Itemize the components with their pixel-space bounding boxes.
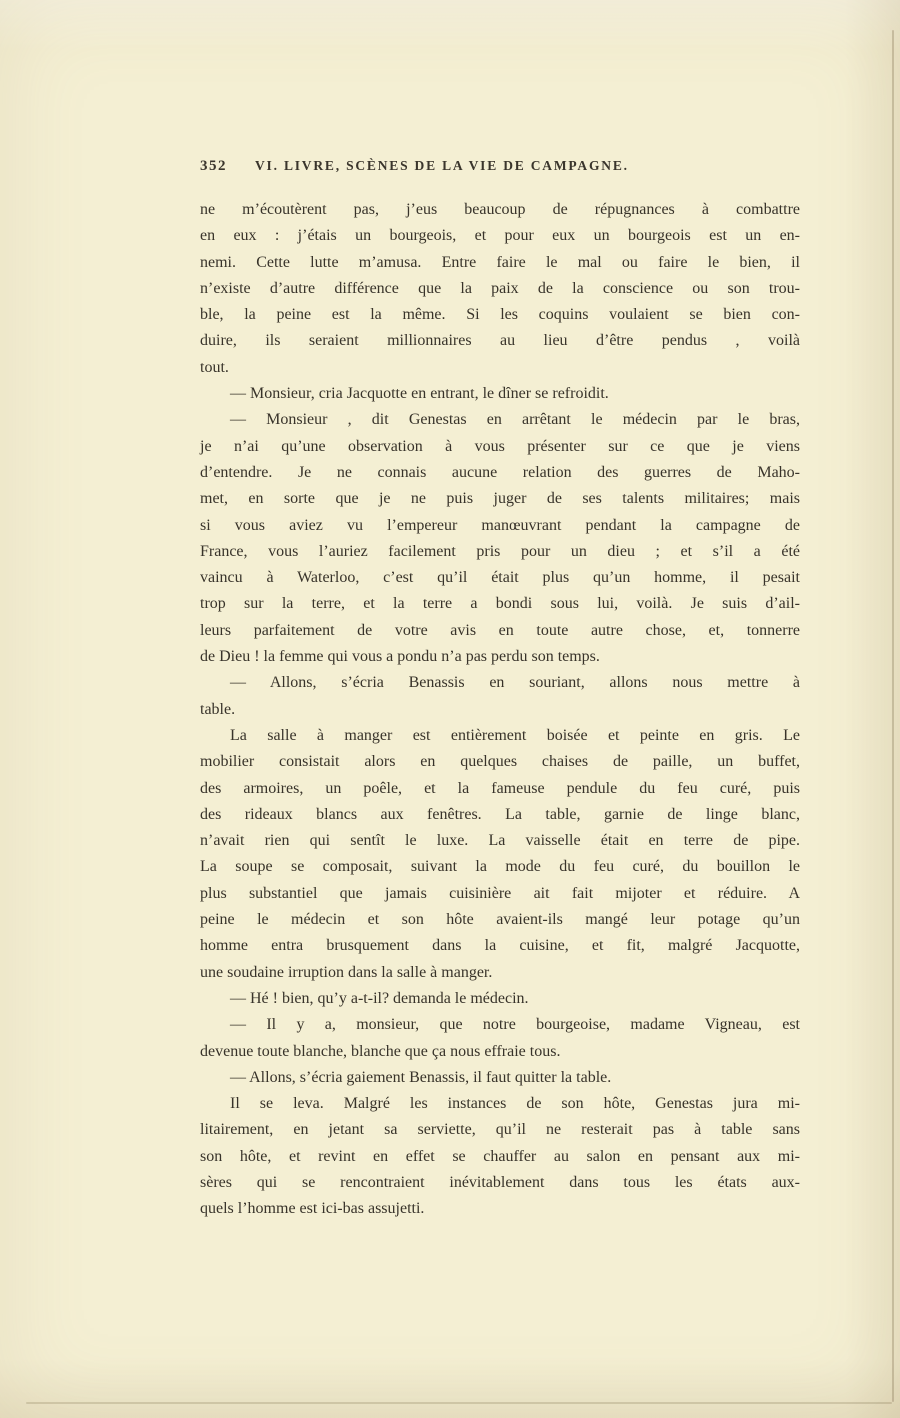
- text-line: trop sur la terre, et la terre a bondi sous lui, voilà. Je suis d’ail-: [200, 595, 800, 613]
- text-line: ble, la peine est la même. Si les coquins voulaient se bien con-: [200, 306, 800, 324]
- text-line: ne m’écoutèrent pas, j’eus beaucoup de répugnances à combattre: [200, 201, 800, 218]
- text-line: vaincu à Waterloo, c’est qu’il était plus qu’un homme, il pesait: [200, 569, 800, 587]
- text-line: — Hé ! bien, qu’y a-t-il? demanda le médecin.: [230, 989, 529, 1007]
- text-line: duire, ils seraient millionnaires au lieu d’être pendus , voilà: [200, 332, 800, 350]
- text-line: quels l’homme est ici-bas assujetti.: [200, 1200, 425, 1218]
- page-header: [200, 158, 800, 175]
- paragraph: [200, 407, 800, 670]
- text-line: leurs parfaitement de votre avis en toute autre chose, et, tonnerre: [200, 621, 800, 639]
- text-line: de Dieu ! la femme qui vous a pondu n’a pas perdu son temps.: [200, 648, 600, 666]
- paragraph: [200, 381, 800, 407]
- text-line: — Monsieur , dit Genestas en arrêtant le médecin par le bras,: [230, 411, 800, 429]
- text-line: — Allons, s’écria Benassis en souriant, allons nous mettre à: [230, 674, 800, 692]
- text-line: France, vous l’auriez facilement pris pour un dieu ; et s’il a été: [200, 542, 800, 560]
- text-line: La soupe se composait, suivant la mode du feu curé, du bouillon le: [200, 858, 800, 876]
- text-line: — Il y a, monsieur, que notre bourgeoise, madame Vigneau, est: [230, 1016, 800, 1034]
- text-line: — Monsieur, cria Jacquotte en entrant, le dîner se refroidit.: [230, 385, 609, 403]
- text-line: met, en sorte que je ne puis juger de ses talents militaires; mais: [200, 490, 800, 508]
- text-line: n’existe d’autre différence que la paix de la conscience ou son trou-: [200, 279, 800, 297]
- text-line: nemi. Cette lutte m’amusa. Entre faire le mal ou faire le bien, il: [200, 253, 800, 271]
- page-text: [200, 197, 800, 1223]
- text-line: Il se leva. Malgré les instances de son hôte, Genestas jura mi-: [230, 1095, 800, 1113]
- paragraph: [200, 1012, 800, 1065]
- text-line: litairement, en jetant sa serviette, qu’il ne resterait pas à table sans: [200, 1121, 800, 1139]
- text-line: sères qui se rencontraient inévitablement dans tous les états aux-: [200, 1173, 800, 1191]
- text-line: une soudaine irruption dans la salle à manger.: [200, 963, 493, 981]
- text-line: son hôte, et revint en effet se chauffer au salon en pensant aux mi-: [200, 1147, 800, 1165]
- paragraph: [200, 197, 800, 381]
- text-line: tout.: [200, 358, 229, 376]
- paragraph: [200, 1065, 800, 1091]
- paragraph: [200, 723, 800, 986]
- paragraph: [200, 1091, 800, 1222]
- text-line: en eux : j’étais un bourgeois, et pour eux un bourgeois est un en-: [200, 227, 800, 245]
- page-edge-shadow-right: [892, 30, 894, 1402]
- text-line: je n’ai qu’une observation à vous présenter sur ce que je viens: [200, 437, 800, 455]
- text-line: devenue toute blanche, blanche que ça nous effraie tous.: [200, 1042, 561, 1060]
- text-line: des armoires, un poêle, et la fameuse pendule du feu curé, puis: [200, 779, 800, 797]
- page-edge-shadow-bottom: [26, 1402, 892, 1404]
- paragraph: [200, 670, 800, 723]
- text-line: plus substantiel que jamais cuisinière ait fait mijoter et réduire. A: [200, 884, 800, 902]
- text-line: peine le médecin et son hôte avaient-ils mangé leur potage qu’un: [200, 911, 800, 929]
- text-line: La salle à manger est entièrement boisée et peinte en gris. Le: [230, 726, 800, 744]
- running-title: VI. LIVRE, SCÈNES DE LA VIE DE CAMPAGNE.: [255, 158, 629, 173]
- text-line: — Allons, s’écria gaiement Benassis, il faut quitter la table.: [230, 1068, 612, 1086]
- text-line: n’avait rien qui sentît le luxe. La vaisselle était en terre de pipe.: [200, 832, 800, 850]
- text-line: d’entendre. Je ne connais aucune relation des guerres de Maho-: [200, 463, 800, 481]
- text-line: si vous aviez vu l’empereur manœuvrant pendant la campagne de: [200, 516, 800, 534]
- text-line: des rideaux blancs aux fenêtres. La table, garnie de linge blanc,: [200, 805, 800, 823]
- page-number: 352: [200, 158, 227, 174]
- text-line: mobilier consistait alors en quelques chaises de paille, un buffet,: [200, 753, 800, 771]
- text-line: table.: [200, 700, 236, 718]
- paragraph: [200, 986, 800, 1012]
- text-line: homme entra brusquement dans la cuisine, et fit, malgré Jacquotte,: [200, 937, 800, 955]
